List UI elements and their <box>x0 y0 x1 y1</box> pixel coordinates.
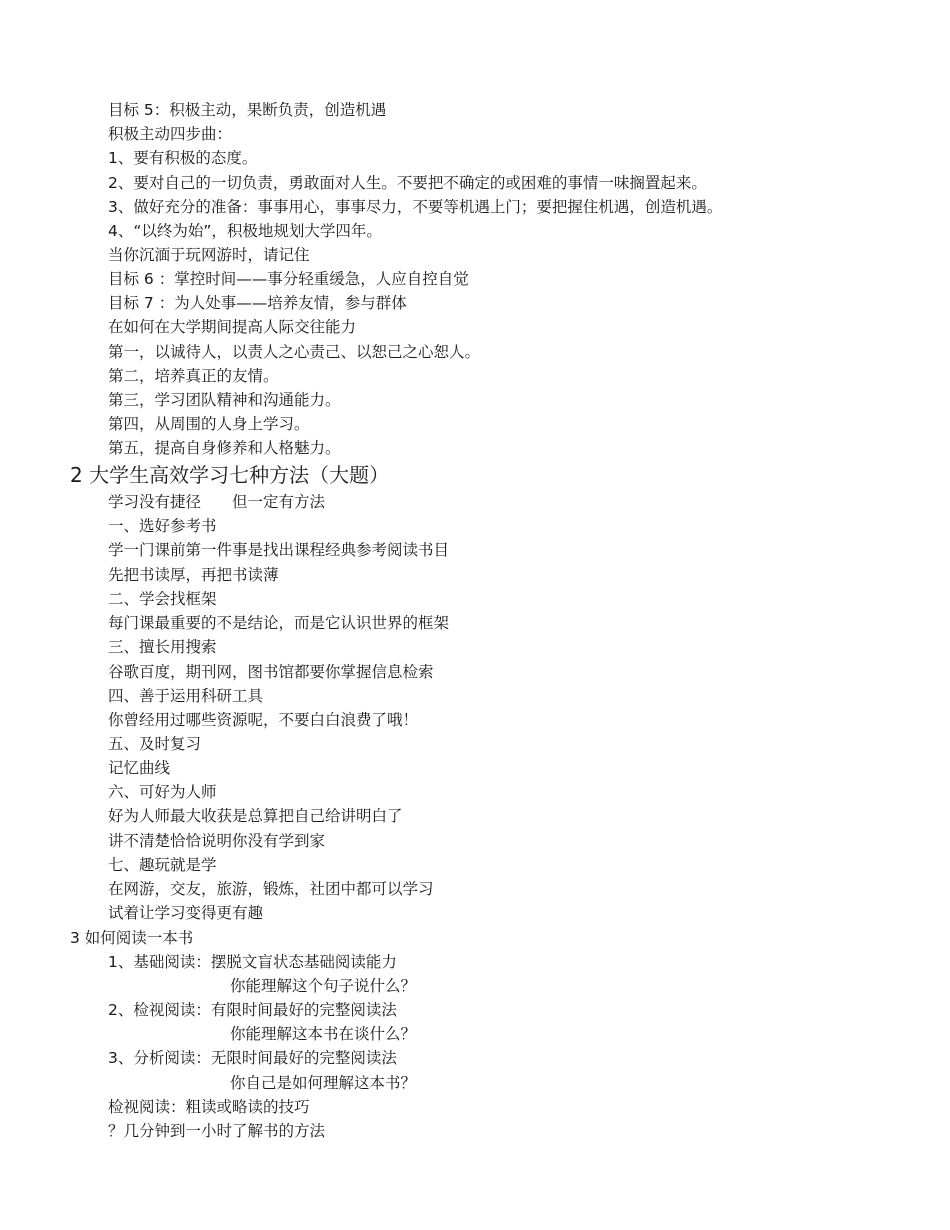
method-6-text-a: 好为人师最大收获是总算把自己给讲明白了 <box>108 807 403 825</box>
method-1-text-a: 学一门课前第一件事是找出课程经典参考阅读书目 <box>108 541 450 559</box>
reading-level-3-question: 你自己是如何理解这本书？ <box>230 1074 417 1092</box>
method-7-title: 七、趣玩就是学 <box>108 856 217 874</box>
social-point-1: 第一，以诚待人，以责人之心责己、以恕己之心恕人。 <box>108 343 481 361</box>
step-4: 4、“以终为始”，积极地规划大学四年。 <box>108 222 382 240</box>
method-2-title: 二、学会找框架 <box>108 590 217 608</box>
method-3-text: 谷歌百度，期刊网，图书馆都要你掌握信息检索 <box>108 663 434 681</box>
method-5-title: 五、及时复习 <box>108 735 202 753</box>
study-intro: 学习没有捷径 但一定有方法 <box>108 493 326 511</box>
step-2: 2、要对自己的一切负责，勇敢面对人生。不要把不确定的或困难的事情一味搁置起来。 <box>108 174 707 192</box>
social-skills-title: 在如何在大学期间提高人际交往能力 <box>108 318 357 336</box>
step-1: 1、要有积极的态度。 <box>108 149 258 167</box>
reading-level-1-question: 你能理解这个句子说什么？ <box>230 977 417 995</box>
method-2-text: 每门课最重要的不是结论，而是它认识世界的框架 <box>108 614 450 632</box>
inspectional-reading-text: ？几分钟到一小时了解书的方法 <box>108 1122 326 1140</box>
reading-level-3: 3、分析阅读：无限时间最好的完整阅读法 <box>108 1049 397 1067</box>
reminder-line: 当你沉湎于玩网游时，请记住 <box>108 246 310 264</box>
reading-level-1: 1、基础阅读：摆脱文盲状态基础阅读能力 <box>108 953 397 971</box>
social-point-4: 第四，从周围的人身上学习。 <box>108 415 310 433</box>
four-steps-title: 积极主动四步曲： <box>108 125 233 143</box>
method-6-text-b: 讲不清楚恰恰说明你没有学到家 <box>108 832 326 850</box>
social-point-3: 第三，学习团队精神和沟通能力。 <box>108 391 341 409</box>
method-4-text: 你曾经用过哪些资源呢，不要白白浪费了哦！ <box>108 711 419 729</box>
inspectional-reading-title: 检视阅读：粗读或略读的技巧 <box>108 1098 310 1116</box>
social-point-2: 第二，培养真正的友情。 <box>108 367 279 385</box>
method-5-text: 记忆曲线 <box>108 759 171 777</box>
method-7-text-a: 在网游，交友，旅游，锻炼，社团中都可以学习 <box>108 880 434 898</box>
section-3-heading: 3 如何阅读一本书 <box>70 929 194 947</box>
reading-level-2: 2、检视阅读：有限时间最好的完整阅读法 <box>108 1001 397 1019</box>
method-7-text-b: 试着让学习变得更有趣 <box>108 904 264 922</box>
social-point-5: 第五，提高自身修养和人格魅力。 <box>108 439 341 457</box>
method-4-title: 四、善于运用科研工具 <box>108 687 264 705</box>
method-1-title: 一、选好参考书 <box>108 517 217 535</box>
section-2-heading: 2 大学生高效学习七种方法（大题） <box>70 463 390 487</box>
method-1-text-b: 先把书读厚，再把书读薄 <box>108 566 279 584</box>
step-3: 3、做好充分的准备：事事用心，事事尽力，不要等机遇上门；要把握住机遇，创造机遇。 <box>108 198 723 216</box>
method-6-title: 六、可好为人师 <box>108 783 217 801</box>
method-3-title: 三、擅长用搜索 <box>108 638 217 656</box>
goal-7-line: 目标 7 ：为人处事——培养友情，参与群体 <box>108 294 407 312</box>
goal-6-line: 目标 6 ：掌控时间——事分轻重缓急，人应自控自觉 <box>108 270 469 288</box>
goal-5-line: 目标 5：积极主动，果断负责，创造机遇 <box>108 101 387 119</box>
reading-level-2-question: 你能理解这本书在谈什么？ <box>230 1025 417 1043</box>
